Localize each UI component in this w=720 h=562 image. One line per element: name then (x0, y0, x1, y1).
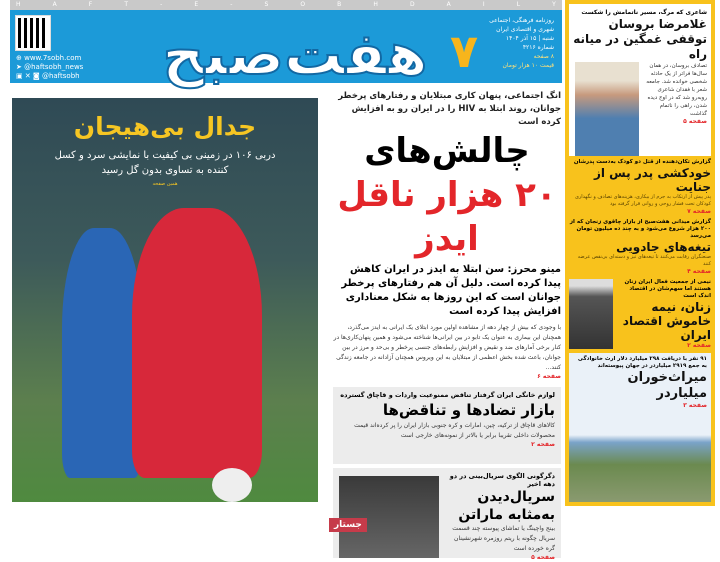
telegram-link[interactable]: ➤ @haftsobh_news (16, 63, 84, 71)
strip-letter: D (409, 1, 415, 8)
women-story[interactable]: نیمی از جمعیت فعال ایران زنان هستند اما سهم‌شان در اقتصاد اندک است زنان، نیمه خاموش اقتصاد ایران صفحه ۲ (622, 279, 711, 349)
main-lead: مینو محرز: سن ابتلا به ایدز در ایران کاهش پیدا کرده است. دلیل آن هم رفتارهای پرخطر جوانان است که این روزها به شکل معناداری افزایش پیدا کرده است (341, 264, 561, 317)
right-column (565, 0, 715, 506)
masthead-strip (10, 0, 562, 10)
website-link[interactable]: ⊕ www.7sobh.com (16, 54, 82, 62)
sport-subhead: دربی ۱۰۶ در زمینی بی کیفیت با نمایشی سرد و کسل کننده به تساوی بدون گل رسید (54, 150, 276, 176)
player-blue-photo (62, 228, 142, 478)
telegram-icon: ➤ (16, 63, 25, 71)
strip-letter: F (88, 1, 93, 8)
strip-letter: E (194, 1, 199, 8)
billionaire-story[interactable]: ۹۱ نفر با دریافت ۲۹۸ میلیارد دلار ارث خانوادگی به جمع ۲۹۱۹ میلیاردر در جهان پیوسته‌اند میراث‌خوران میلیاردر صفحه ۳ (569, 353, 711, 502)
poet-photo (575, 62, 639, 156)
strip-letter: O (300, 1, 306, 8)
strip-letter: L (516, 1, 521, 8)
main-headline-2: ۲۰ هزار ناقل ایدز (337, 175, 557, 259)
globe-icon: ⊕ (16, 54, 25, 62)
strip-letter: T (124, 1, 128, 8)
logo: هفت‌صبح (162, 20, 428, 88)
issue-info: روزنامه فرهنگی، اجتماعی شهری و اقتصادی ایران شنبه | ۱۵ آذر ۱۴۰۴ شماره ۴۲۱۶ ۸ صفحه قیمت ۱۰ هزار تومان (489, 17, 554, 69)
strip-letter: S (264, 1, 269, 8)
father-story[interactable]: گزارش تکان‌دهنده از قتل دو کودک به‌دست پدرشان خودکشی پدر پس از جنایت پدر پیش از ارتکاب به جرم از بیکاری، هزینه‌های تصادف و نگهداری کودکان تحت فشار روحی و روانی قرار گرفته بود صفحه ۷ (573, 159, 711, 215)
main-body: با وجودی که بیش از چهار دهه از مشاهده اولین مورد ابتلای یک ایرانی به ایدز می‌گذرد، همچنان این بیماری به عنوان یک تابو در بین ایرانی‌ها شناخته می‌شود و همین پنهان‌کاری‌ها در کنار برخی آمارهای ضد و نقیض و افزایش رابطه‌های جنسی پرخطر و بی‌حد و مرز در بین جوانان، باعث شده بخش اعظمی از مبتلایان به این ویروس همچنان آزادانه در جامعه زندگی کنند... (333, 324, 561, 371)
main-kicker: انگ اجتماعی، پنهان کاری مبتلایان و رفتارهای پرخطر جوانان، روند ابتلا به HIV را در ایران رو به افزایش کرده است (338, 91, 561, 127)
strip-letter: A (52, 1, 57, 8)
strip-letter: B (337, 1, 342, 8)
market-headline: بازار تضادها و تناقض‌ها (382, 401, 555, 419)
strip-letter: H (373, 1, 378, 8)
qr-code (16, 16, 50, 50)
strip-letter: A (446, 1, 451, 8)
poet-story[interactable]: شاعری که مرگ، مسیر ناتمامش را شکست غلامرضا بروسان توقفی غمگین در میانه راه تصادف بروسان، در همان سال‌ها فراتر از یک حادثه شخصی خوانده شد. جامعه شعر با فقدان شاعری روبه‌رو شد که در اوج دیده شدن، راهی را ناتمام گذاشت صفحه ۵ (569, 4, 711, 156)
logo-number: ۷ (450, 24, 479, 78)
masthead (10, 10, 562, 88)
section-badge: جستار (329, 518, 367, 532)
sport-headline: جدال بی‌هیجان (73, 112, 257, 141)
player-red-photo (132, 208, 262, 478)
sport-story[interactable] (12, 98, 318, 502)
tv-viewer-photo (339, 476, 439, 558)
ball-photo (212, 468, 252, 502)
market-story[interactable]: لوازم خانگی ایران گرفتار تناقض ممنوعیت واردات و قاچاق گسترده بازار تضادها و تناقض‌ها کالاهای قاچاق از ترکیه، چین، امارات و کره جنوبی بازار ایران را پر کرده‌اند قیمت محصولات داخلی تقریبا برابر یا بالاتر از نمونه‌های خارجی است صفحه ۲ (333, 387, 561, 464)
social-link[interactable]: ▣ ✕ ◙ @haftsobh (16, 72, 80, 80)
strip-letter: I (482, 1, 485, 8)
main-column (333, 90, 561, 561)
social-icons: ▣ ✕ ◙ (16, 72, 42, 80)
strip-letter: Y (552, 1, 556, 8)
main-headline-1: چالش‌های (364, 131, 530, 171)
women-block (569, 279, 711, 350)
sport-page: همین صفحه (152, 181, 178, 187)
main-page[interactable]: صفحه ۶ (537, 373, 561, 380)
strip-letter: H (16, 1, 21, 8)
worker-photo (569, 279, 613, 349)
strip-letter: - (160, 1, 163, 8)
knife-story[interactable]: گزارش میدانی هفت‌صبح از بازار چاقوی زنجان که از ۲۰۰ هزار شروع می‌شود و به چند ده میلیون تومان می‌رسد تیغه‌های جادویی صنعتگران رقابت می‌کنند تا تیغه‌های تیز و دسته‌ای بی‌نقص عرضه کنند صفحه ۴ (569, 219, 711, 275)
series-story[interactable]: جستار دگرگونی الگوی سریال‌بینی در دو دهه اخیر سریال‌دیدن به‌مثابه ماراتن بینج واچینگ یا تماشای پیوسته چند قسمت سریال چگونه با ریتم روزمره شهرنشینان گره خورده است صفحه ۵ (333, 468, 561, 558)
strip-letter: - (230, 1, 233, 8)
